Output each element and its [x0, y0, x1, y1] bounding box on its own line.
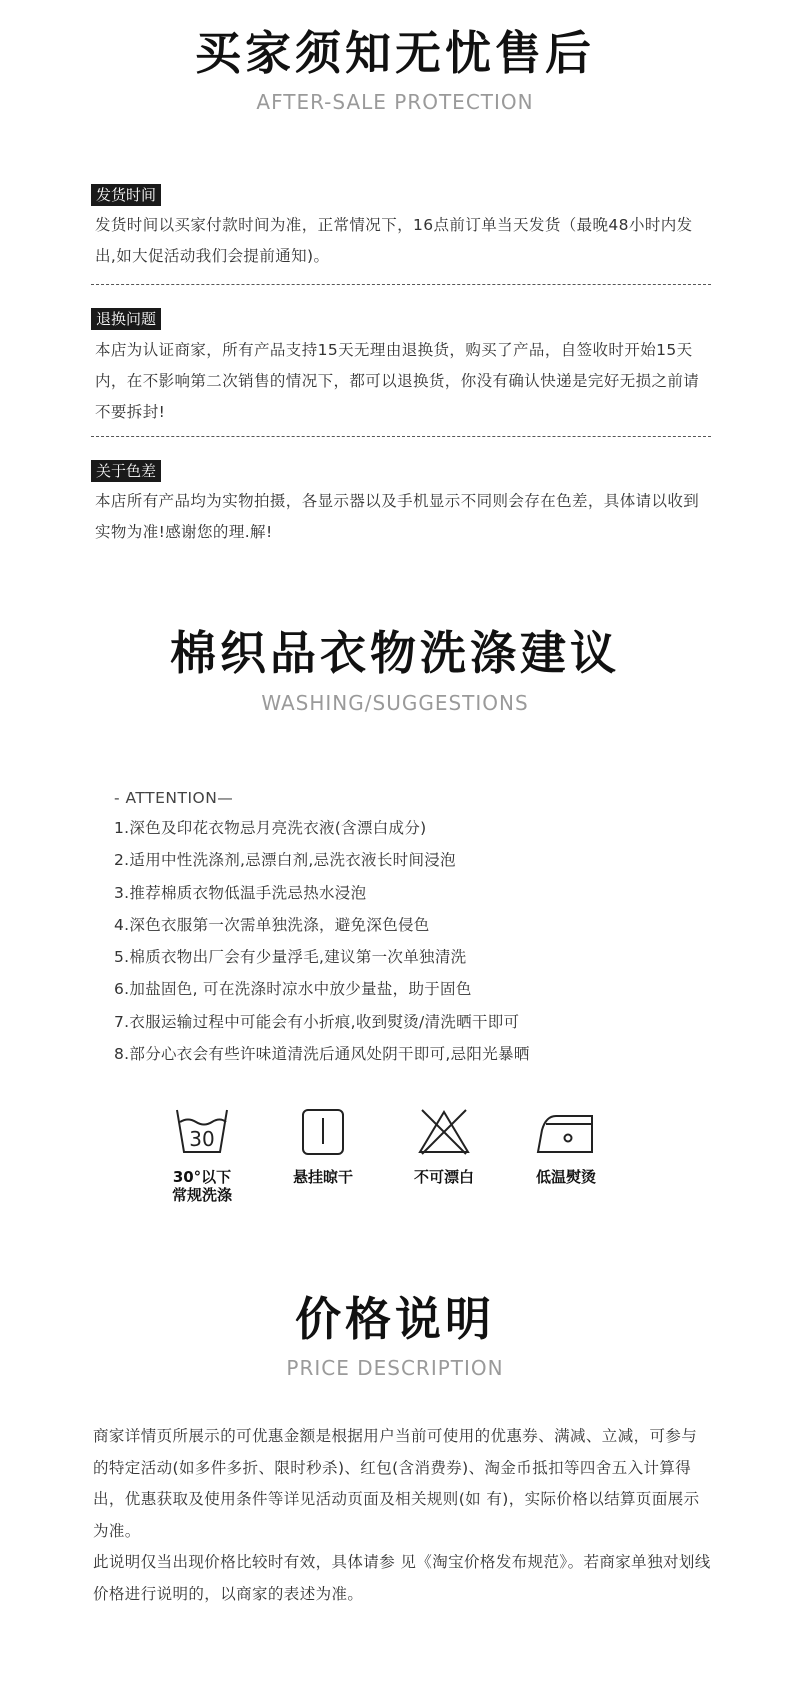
care-label: 30°以下 常规洗涤 — [171, 1168, 232, 1204]
wash-temp-number: 30 — [189, 1127, 215, 1151]
price-subtitle: PRICE DESCRIPTION — [286, 1356, 504, 1380]
low-iron-icon — [534, 1106, 598, 1158]
no-bleach-icon — [414, 1106, 474, 1158]
list-item: 5.棉质衣物出厂会有少量浮毛,建议第一次单独清洗 — [114, 948, 467, 967]
care-label: 不可漂白 — [413, 1168, 474, 1186]
care-item-iron — [506, 1106, 626, 1186]
list-item: 4.深色衣服第一次需单独洗涤，避免深色侵色 — [114, 915, 430, 934]
list-item: 6.加盐固色, 可在洗涤时凉水中放少量盐，助于固色 — [114, 980, 472, 999]
care-item-bleach — [384, 1106, 504, 1186]
notice-title: 买家须知无忧售后 — [195, 26, 595, 80]
shipping-text: 发货时间以买家付款时间为准，正常情况下，16点前订单当天发货（最晚48小时内发出,如大促活动我们会提前通知)。 — [95, 216, 693, 265]
shipping-tag: 发货时间 — [91, 184, 161, 206]
list-item: 8.部分心衣会有些许味道清洗后通风处阴干即可,忌阳光暴晒 — [114, 1045, 530, 1064]
list-item: 3.推荐棉质衣物低温手洗忌热水浸泡 — [114, 883, 367, 902]
wash-30-icon — [172, 1106, 232, 1158]
return-tag: 退换问题 — [91, 308, 161, 330]
list-item: 2.适用中性洗涤剂,忌漂白剂,忌洗衣液长时间浸泡 — [114, 851, 456, 870]
list-item: 7.衣服运输过程中可能会有小折痕,收到熨烫/清洗晒干即可 — [114, 1012, 520, 1031]
color-tag: 关于色差 — [91, 460, 161, 482]
washing-subtitle: WASHING/SUGGESTIONS — [261, 691, 529, 715]
divider — [91, 436, 711, 437]
notice-subtitle: AFTER-SALE PROTECTION — [256, 90, 534, 114]
divider — [91, 284, 711, 285]
color-text: 本店所有产品均为实物拍摄，各显示器以及手机显示不同则会存在色差，具体请以收到实物为准!感谢您的理.解! — [95, 492, 700, 541]
washing-title: 棉织品衣物洗涤建议 — [170, 626, 620, 680]
price-paragraph: 此说明仅当出现价格比较时有效，具体请参 见《淘宝价格发布规范》。若商家单独对划线价格进行说明的，以商家的表述为准。 — [93, 1553, 711, 1603]
care-label: 低温熨烫 — [535, 1168, 596, 1186]
attention-label: - ATTENTION— — [114, 789, 234, 807]
hang-dry-icon — [293, 1106, 353, 1158]
list-item: 1.深色及印花衣物忌月亮洗衣液(含漂白成分) — [114, 819, 427, 837]
care-item-hang — [263, 1106, 383, 1186]
care-label: 悬挂晾干 — [292, 1168, 353, 1186]
price-paragraph: 商家详情页所展示的可优惠金额是根据用户当前可使用的优惠券、满减、立减，可参与的特定活动(如多件多折、限时秒杀)、红包(含消费券)、淘金币抵扣等四舍五入计算得出，优惠获取及使用条件等详见活动页面及相关规则(如 有)，实际价格以结算页面展示为准。 — [93, 1427, 700, 1540]
care-item-wash — [142, 1106, 262, 1204]
price-title: 价格说明 — [295, 1292, 495, 1346]
return-text: 本店为认证商家，所有产品支持15天无理由退换货，购买了产品，自签收时开始15天内，在不影响第二次销售的情况下，都可以退换货，你没有确认快递是完好无损之前请不要拆封! — [95, 341, 700, 421]
washing-list — [114, 812, 530, 1070]
